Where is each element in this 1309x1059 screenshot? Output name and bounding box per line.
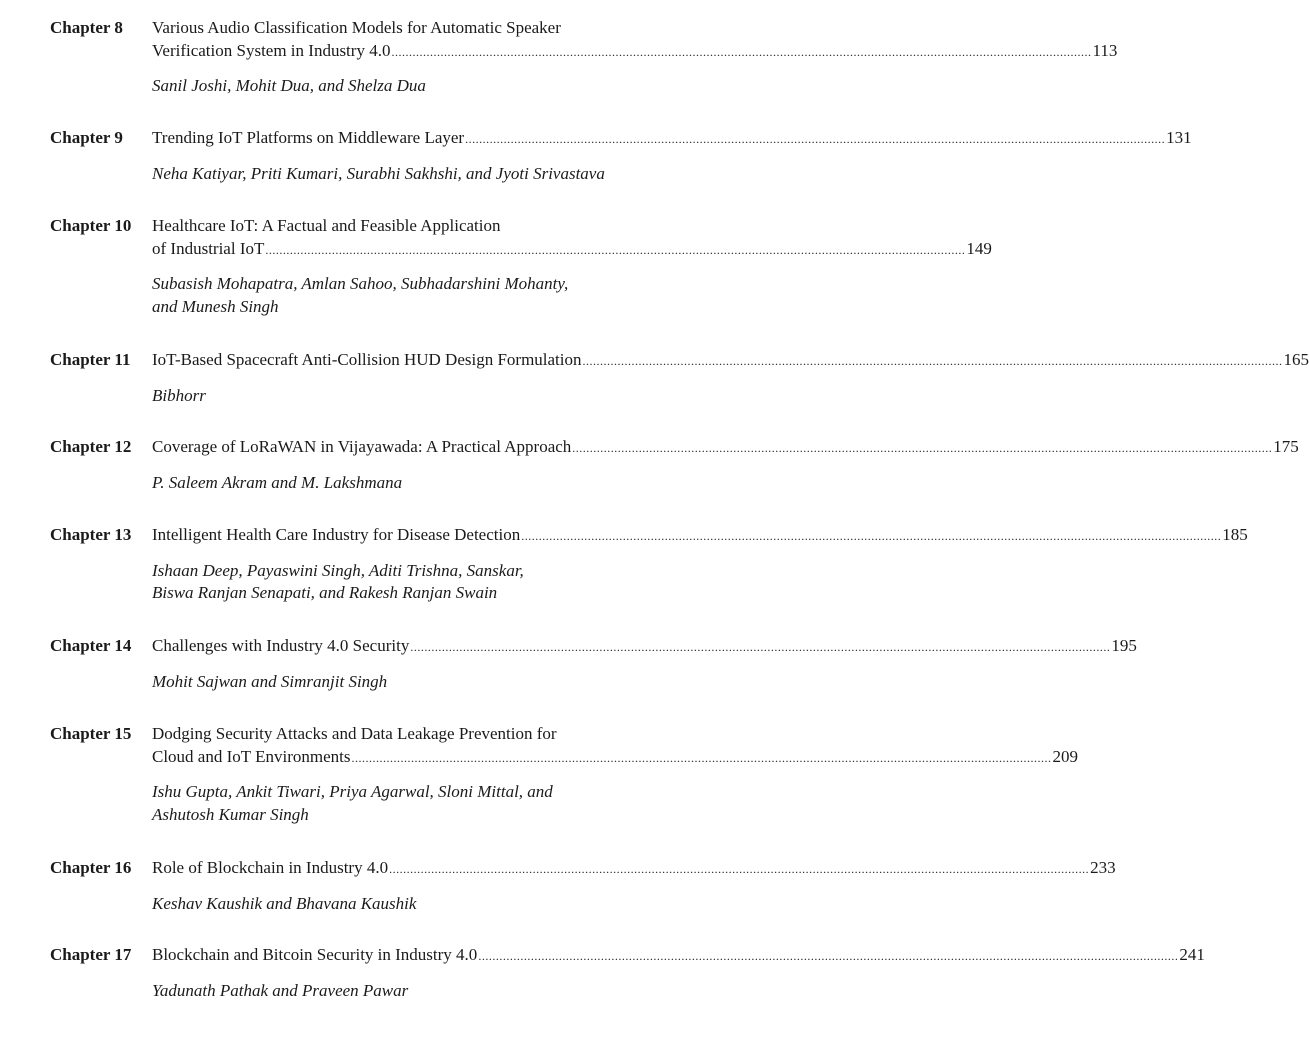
chapter-authors bbox=[152, 75, 690, 98]
author-line: Bibhorr bbox=[152, 385, 206, 405]
chapter-title[interactable]: of Industrial IoT bbox=[152, 238, 265, 258]
dot-leader: ........................................................................................................................................................................................................ bbox=[389, 862, 1090, 876]
dot-leader: ........................................................................................................................................................................................................ bbox=[478, 949, 1179, 963]
page-number[interactable]: 233 bbox=[1090, 858, 1116, 877]
chapter-title[interactable]: Blockchain and Bitcoin Security in Industry 4.0 bbox=[152, 945, 478, 964]
author-line: Ashutosh Kumar Singh bbox=[152, 804, 309, 824]
chapter-authors bbox=[152, 980, 690, 1003]
dot-leader: ........................................................................................................................................................................................................ bbox=[572, 441, 1273, 455]
author-line: Neha Katiyar, Priti Kumari, Surabhi Sakhshi, and Jyoti Srivastava bbox=[152, 163, 605, 183]
chapter-authors bbox=[152, 671, 690, 694]
chapter-title-line-with-page bbox=[152, 436, 1299, 460]
chapter-label: Chapter 14 bbox=[50, 636, 132, 655]
page-number[interactable]: 209 bbox=[1052, 746, 1078, 766]
chapter-title[interactable]: Coverage of LoRaWAN in Vijayawada: A Practical Approach bbox=[152, 437, 572, 456]
chapter-title: Dodging Security Attacks and Data Leakage Prevention for bbox=[152, 724, 557, 743]
author-line: Yadunath Pathak and Praveen Pawar bbox=[152, 980, 409, 1000]
chapter-label: Chapter 9 bbox=[50, 128, 123, 147]
chapter-body bbox=[152, 524, 1248, 605]
chapter-body bbox=[152, 944, 1205, 1002]
chapter-authors bbox=[152, 893, 690, 916]
chapter-label: Chapter 8 bbox=[50, 18, 123, 37]
page-number[interactable]: 165 bbox=[1283, 350, 1309, 369]
author-line: Subasish Mohapatra, Amlan Sahoo, Subhadarshini Mohanty, bbox=[152, 274, 569, 293]
chapter-title-line-with-page bbox=[152, 238, 992, 262]
chapter-title[interactable]: Verification System in Industry 4.0 bbox=[152, 40, 391, 60]
author-line: Ishaan Deep, Payaswini Singh, Aditi Trishna, Sanskar, bbox=[152, 560, 524, 580]
chapter-body bbox=[152, 635, 1137, 693]
chapter-body bbox=[152, 127, 1192, 185]
chapter-body bbox=[152, 349, 1309, 407]
page-number[interactable]: 241 bbox=[1179, 945, 1205, 964]
chapter-title-line-with-page bbox=[152, 524, 1248, 548]
author-line: Sanil Joshi, Mohit Dua, and Shelza Dua bbox=[152, 76, 426, 95]
chapter-body bbox=[152, 723, 1078, 826]
chapter-label: Chapter 17 bbox=[50, 945, 132, 964]
page-number[interactable]: 131 bbox=[1166, 128, 1192, 147]
chapter-title[interactable]: Trending IoT Platforms on Middleware Layer bbox=[152, 128, 465, 147]
chapter-authors bbox=[152, 163, 690, 186]
chapter-authors bbox=[152, 472, 690, 495]
author-line: Biswa Ranjan Senapati, and Rakesh Ranjan Swain bbox=[152, 583, 498, 602]
author-line: Ishu Gupta, Ankit Tiwari, Priya Agarwal, Sloni Mittal, and bbox=[152, 782, 553, 801]
chapter-title-line-with-page bbox=[152, 746, 1078, 770]
chapter-authors bbox=[152, 385, 690, 408]
chapter-title: Various Audio Classification Models for Automatic Speaker bbox=[152, 18, 561, 37]
dot-leader: ........................................................................................................................................................................................................ bbox=[465, 132, 1166, 146]
author-line: Mohit Sajwan and Simranjit Singh bbox=[152, 671, 388, 691]
chapter-title-line-with-page bbox=[152, 857, 1116, 881]
chapter-authors bbox=[152, 273, 690, 318]
dot-leader: ........................................................................................................................................................................................................ bbox=[582, 354, 1283, 368]
dot-leader: ........................................................................................................................................................................................................ bbox=[410, 640, 1111, 654]
page-number[interactable]: 149 bbox=[966, 238, 992, 258]
author-line: Keshav Kaushik and Bhavana Kaushik bbox=[152, 893, 417, 913]
chapter-title: Healthcare IoT: A Factual and Feasible Application bbox=[152, 216, 501, 235]
page-number[interactable]: 195 bbox=[1111, 636, 1137, 655]
chapter-body bbox=[152, 857, 1116, 915]
chapter-title-line-with-page bbox=[152, 944, 1205, 968]
page-number[interactable]: 185 bbox=[1222, 525, 1248, 544]
chapter-label: Chapter 12 bbox=[50, 437, 132, 456]
chapter-title-line-with-page bbox=[152, 40, 1118, 64]
chapter-body bbox=[152, 215, 992, 318]
chapter-authors bbox=[152, 781, 690, 826]
chapter-title[interactable]: Challenges with Industry 4.0 Security bbox=[152, 636, 410, 655]
chapter-label: Chapter 11 bbox=[50, 350, 131, 369]
chapter-body bbox=[152, 436, 1299, 494]
author-line: P. Saleem Akram and M. Lakshmana bbox=[152, 472, 403, 492]
chapter-title-line-with-page bbox=[152, 635, 1137, 659]
dot-leader: ........................................................................................................................................................................................................ bbox=[391, 44, 1092, 59]
chapter-label: Chapter 15 bbox=[50, 724, 132, 743]
chapter-label: Chapter 10 bbox=[50, 216, 132, 235]
chapter-title-line-with-page bbox=[152, 127, 1192, 151]
chapter-title-line-with-page bbox=[152, 349, 1309, 373]
chapter-label: Chapter 16 bbox=[50, 858, 132, 877]
chapter-label: Chapter 13 bbox=[50, 525, 132, 544]
chapter-title[interactable]: Intelligent Health Care Industry for Disease Detection bbox=[152, 525, 521, 544]
chapter-title[interactable]: Role of Blockchain in Industry 4.0 bbox=[152, 858, 389, 877]
dot-leader: ........................................................................................................................................................................................................ bbox=[351, 750, 1052, 765]
page-number[interactable]: 113 bbox=[1092, 40, 1118, 60]
dot-leader: ........................................................................................................................................................................................................ bbox=[265, 242, 966, 257]
author-line: and Munesh Singh bbox=[152, 296, 279, 316]
chapter-title[interactable]: Cloud and IoT Environments bbox=[152, 746, 351, 766]
chapter-authors bbox=[152, 560, 690, 605]
chapter-title[interactable]: IoT-Based Spacecraft Anti-Collision HUD Design Formulation bbox=[152, 350, 582, 369]
dot-leader: ........................................................................................................................................................................................................ bbox=[521, 529, 1222, 543]
chapter-body bbox=[152, 17, 1118, 98]
page-number[interactable]: 175 bbox=[1273, 437, 1299, 456]
